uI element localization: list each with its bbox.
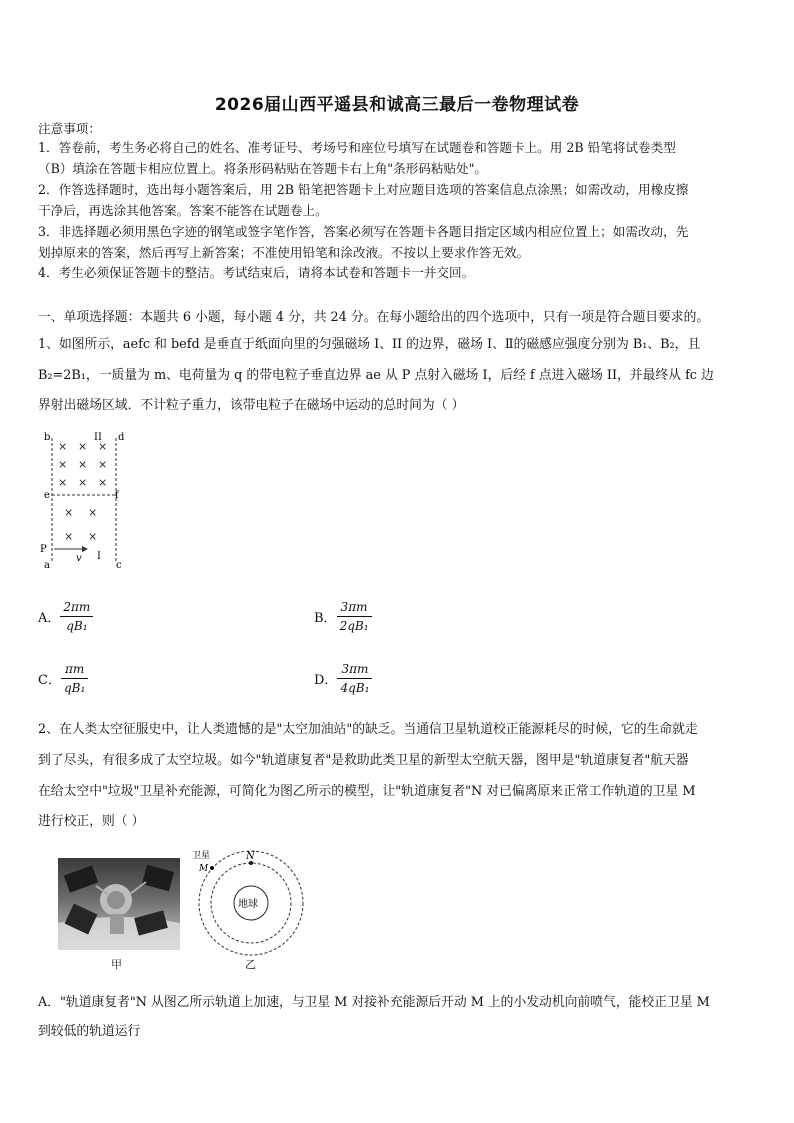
- question-2-option-a-cont: 到较低的轨道运行: [38, 1024, 141, 1039]
- question-2-line: 进行校正，则（ ）: [38, 814, 145, 829]
- numerator: 3πm: [337, 600, 372, 617]
- option-b[interactable]: [314, 596, 372, 636]
- cross-mark: ×: [78, 440, 88, 453]
- question-1-line: 1、如图所示，aefc 和 befd 是垂直于纸面向里的匀强磁场 I、II 的边界，磁场 I、Ⅱ的磁感应强度分别为 B₁、B₂，且: [38, 337, 701, 352]
- cross-mark: ×: [64, 506, 74, 519]
- figure-jia-caption: 甲: [111, 958, 122, 971]
- label-b: b: [44, 432, 51, 443]
- velocity-arrow: [82, 546, 88, 552]
- label-P: P: [40, 544, 47, 555]
- option-d[interactable]: [314, 658, 372, 698]
- question-2-line: 2、在人类太空征服史中，让人类遗憾的是"太空加油站"的缺乏。当通信卫星轨道校正能源耗尽的时候，它的生命就走: [38, 722, 698, 737]
- cross-mark: ×: [78, 476, 88, 489]
- question-2-option-a[interactable]: A．"轨道康复者"N 从图乙所示轨道上加速，与卫星 M 对接补充能源后开动 M 上的小发动机向前喷气，能校正卫星 M: [38, 995, 710, 1010]
- numerator: 3πm: [337, 662, 372, 679]
- option-fraction: [337, 600, 372, 633]
- option-c[interactable]: [38, 658, 88, 698]
- label-c: c: [116, 560, 122, 571]
- option-fraction: [61, 662, 88, 695]
- notice-line: 3．非选择题必须用黑色字迹的钢笔或签字笔作答，答案必须写在答题卡各题目指定区域内相应位置上；如需改动，先: [38, 224, 689, 239]
- label-II: II: [94, 432, 102, 443]
- notice-line: 1．答卷前，考生务必将自己的姓名、准考证号、考场号和座位号填写在试题卷和答题卡上。用 2B 铅笔将试卷类型: [38, 140, 676, 155]
- label-v: v: [76, 553, 82, 564]
- cross-mark: ×: [88, 530, 98, 543]
- numerator: 2πm: [60, 600, 93, 617]
- numerator: πm: [61, 662, 88, 679]
- option-label: B．: [314, 610, 337, 626]
- label-M: M: [199, 864, 209, 874]
- option-a[interactable]: [38, 596, 93, 636]
- denominator: qB₁: [63, 680, 86, 695]
- notice-line: 4．考生必须保证答题卡的整洁。考试结束后，请将本试卷和答题卡一并交回。: [38, 265, 475, 280]
- magnetic-field-figure: [36, 428, 136, 578]
- label-N: N: [246, 851, 255, 862]
- section-heading: 一、单项选择题：本题共 6 小题，每小题 4 分，共 24 分。在每小题给出的四个选项中，只有一项是符合题目要求的。: [38, 310, 710, 325]
- denominator: qB₁: [66, 618, 88, 633]
- cross-mark: ×: [58, 476, 68, 489]
- cross-mark: ×: [98, 476, 108, 489]
- notice-heading: 注意事项：: [38, 121, 101, 136]
- option-label: A．: [38, 610, 61, 626]
- cross-mark: ×: [64, 530, 74, 543]
- page-title: 2026届山西平遥县和诚高三最后一卷物理试卷: [214, 95, 580, 115]
- label-I: I: [97, 551, 101, 562]
- cross-mark: ×: [58, 440, 68, 453]
- label-a: a: [44, 560, 50, 571]
- satellite-m-dot: [210, 866, 214, 870]
- notice-line: 2．作答选择题时，选出每小题答案后，用 2B 铅笔把答题卡上对应题目选项的答案信息点涂黑；如需改动，用橡皮擦: [38, 182, 689, 197]
- satellite-photo: [58, 858, 180, 950]
- notice-line: 干净后，再选涂其他答案。答案不能答在试题卷上。: [38, 203, 328, 218]
- notice-line: （B）填涂在答题卡相应位置上。将条形码粘贴在答题卡右上角"条形码粘贴处"。: [38, 161, 488, 176]
- cross-mark: ×: [88, 506, 98, 519]
- label-d: d: [118, 432, 125, 443]
- option-fraction: [60, 600, 93, 633]
- option-label: D．: [314, 672, 338, 688]
- label-e: e: [44, 490, 50, 501]
- question-1-line: 界射出磁场区域．不计粒子重力，该带电粒子在磁场中运动的总时间为（ ）: [38, 398, 465, 413]
- question-2-line: 在给太空中"垃圾"卫星补充能源，可简化为图乙所示的模型，让"轨道康复者"N 对已偏离原来正常工作轨道的卫星 M: [38, 784, 696, 799]
- notice-line: 划掉原来的答案，然后再写上新答案；不准使用铅笔和涂改液。不按以上要求作答无效。: [38, 245, 530, 260]
- cross-mark: ×: [98, 458, 108, 471]
- earth-label: 地球: [238, 899, 258, 910]
- denominator: 2qB₁: [339, 618, 369, 633]
- question-1-line: B₂=2B₁，一质量为 m、电荷量为 q 的带电粒子垂直边界 ae 从 P 点射入磁场 I，后经 f 点进入磁场 II，并最终从 fc 边: [38, 368, 714, 383]
- option-fraction: [337, 662, 372, 695]
- label-f: f: [115, 490, 119, 501]
- denominator: 4qB₁: [340, 680, 370, 695]
- option-label: C．: [38, 672, 61, 688]
- cross-mark: ×: [58, 458, 68, 471]
- cross-mark: ×: [78, 458, 88, 471]
- cross-mark: ×: [98, 440, 108, 453]
- figure-yi-caption: 乙: [245, 958, 256, 971]
- orbit-diagram: [190, 846, 310, 961]
- label-satellite: 卫星: [192, 851, 211, 861]
- question-2-line: 到了尽头，有很多成了太空垃圾。如今"轨道康复者"是救助此类卫星的新型太空航天器，图甲是"轨道康复者"航天器: [38, 753, 689, 768]
